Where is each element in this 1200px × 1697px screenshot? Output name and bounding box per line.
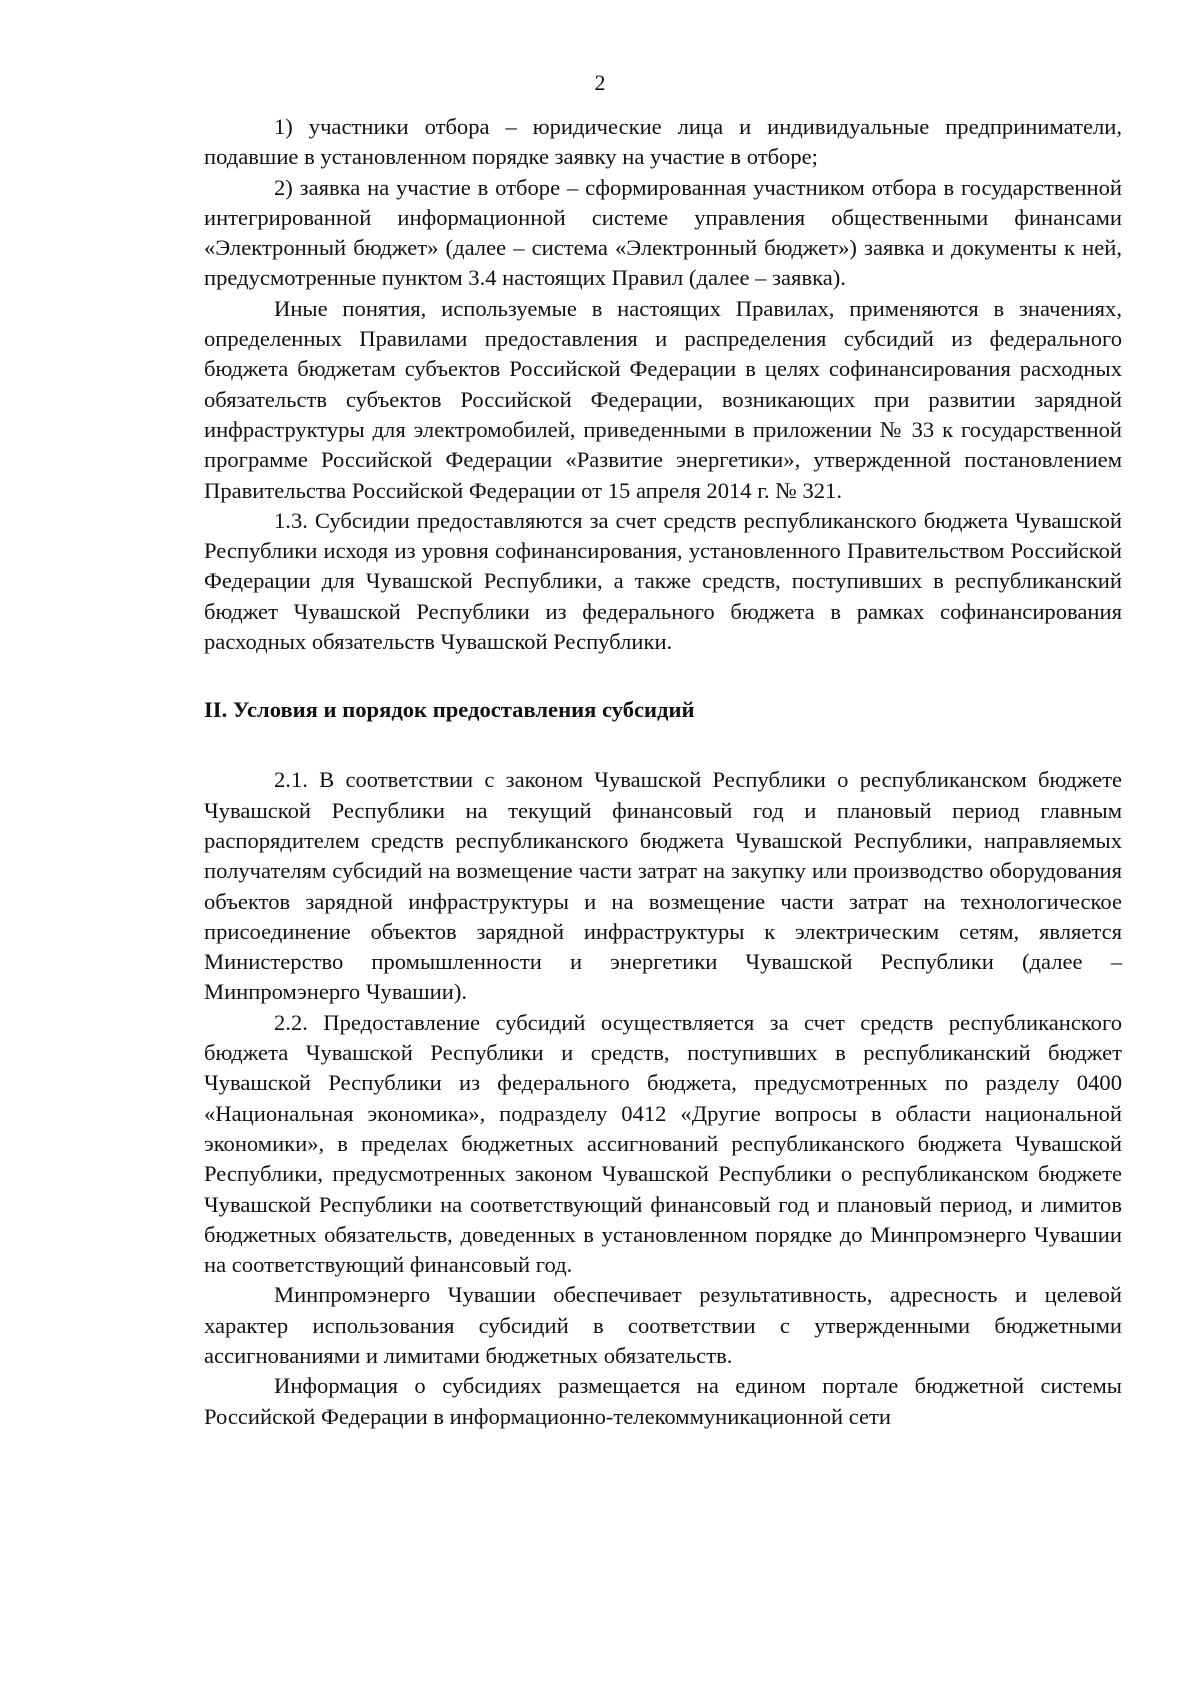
paragraph-information: Информация о субсидиях размещается на едином портале бюджетной системы Российской Федерации в информационно-телекоммуникационной сети [204,1373,1122,1429]
paragraph-effectiveness: Минпромэнерго Чувашии обеспечивает результативность, адресность и целевой характер использования субсидий в соответствии с утвержденными бюджетными ассигнованиями и лимитами бюджетных обязательств. [204,1282,1122,1368]
paragraph-2-1: 2.1. В соответствии с законом Чувашской Республики о республиканском бюджете Чувашской Республики на текущий финансовый год и плановый период главным распорядителем средств республиканского бюджета Чувашской Республики, направляемых получателям субсидий на возмещение части затрат на закупку или производство оборудования объектов зарядной инфраструктуры и на возмещение части затрат на технологическое присоединение объектов зарядной инфраструктуры к электрическим сетям, является Министерство промышленности и энергетики Чувашской Республики (далее – Минпромэнерго Чувашии). [204,767,1122,1005]
page-number: 2 [594,70,606,95]
paragraph-1-3: 1.3. Субсидии предоставляются за счет средств республиканского бюджета Чувашской Республики исходя из уровня софинансирования, установленного Правительством Российской Федерации для Чувашской Республики, а также средств, поступивших в республиканский бюджет Чувашской Республики из федерального бюджета в рамках софинансирования расходных обязательств Чувашской Республики. [204,507,1122,655]
section-heading: II. Условия и порядок предоставления субсидий [204,697,695,723]
document-body [204,112,1122,1432]
paragraph-participants: 1) участники отбора – юридические лица и индивидуальные предприниматели, подавшие в установленном порядке заявку на участие в отборе; [204,114,1122,170]
paragraph-2-2: 2.2. Предоставление субсидий осуществляется за счет средств республиканского бюджета Чувашской Республики и средств, поступивших в республиканский бюджет Чувашской Республики из федерального бюджета, предусмотренных по разделу 0400 «Национальная экономика», подразделу 0412 «Другие вопросы в области национальной экономики», в пределах бюджетных ассигнований республиканского бюджета Чувашской Республики, предусмотренных законом Чувашской Республики о республиканском бюджете Чувашской Республики на соответствующий финансовый год и плановый период, и лимитов бюджетных обязательств, доведенных в установленном порядке до Минпромэнерго Чувашии на соответствующий финансовый год. [204,1009,1122,1278]
paragraph-other-terms: Иные понятия, используемые в настоящих Правилах, применяются в значениях, определенных Правилами предоставления и распределения субсидий из федерального бюджета бюджетам субъектов Российской Федерации в целях софинансирования расходных обязательств субъектов Российской Федерации, возникающих при развитии зарядной инфраструктуры для электромобилей, приведенными в приложении № 33 к государственной программе Российской Федерации «Развитие энергетики», утвержденной постановлением Правительства Российской Федерации от 15 апреля 2014 г. № 321. [204,295,1122,503]
paragraph-application: 2) заявка на участие в отборе – сформированная участником отбора в государственной интегрированной информационной системе управления общественными финансами «Электронный бюджет» (далее – система «Электронный бюджет») заявка и документы к ней, предусмотренные пунктом 3.4 настоящих Правил (далее – заявка). [204,174,1122,291]
